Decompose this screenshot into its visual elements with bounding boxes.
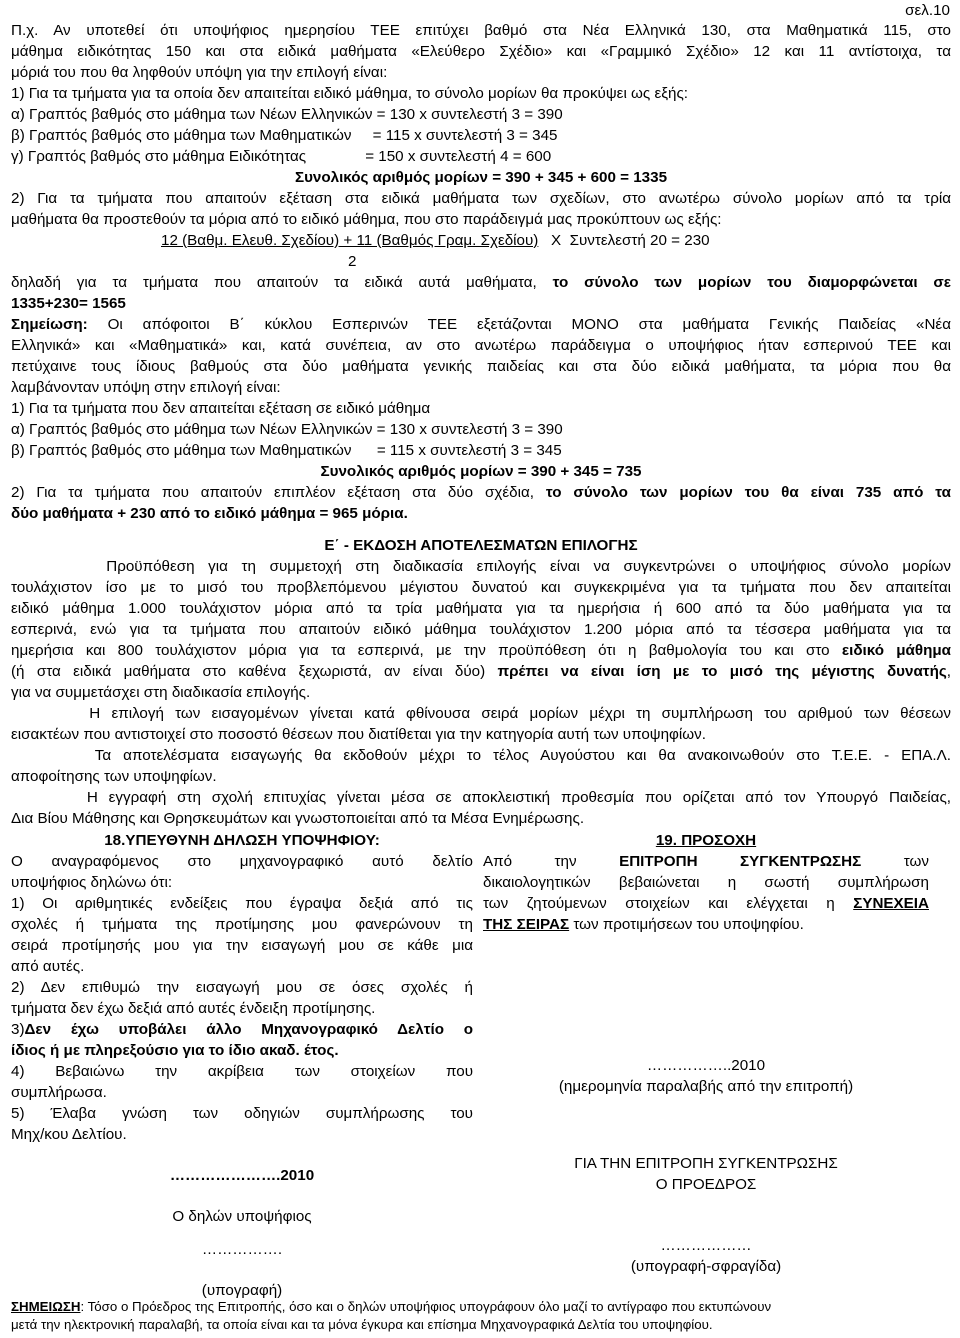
declaration-line: σειρά προτίμησής μου για την εισαγωγή μου σε κάθε μια [11,937,473,954]
text-line: Προϋπόθεση για τη συμμετοχή στη διαδικασία επιλογής είναι να συγκεντρώνει ο υποψήφιος σύνολο μορίων [11,558,951,575]
text-line: Δια Βίου Μάθησης και Θρησκευμάτων και γνωστοποιείται από τα Μέσα Ενημέρωσης. [11,810,585,827]
text-line: α) Γραπτός βαθμός στο μάθημα των Νέων Ελληνικών = 130 x συντελεστή 3 = 390 [11,106,563,123]
declaration-line: ίδιος ή με πληρεξούσιο για το ίδιο ακαδ. έτος. [11,1042,339,1059]
text-line: τουλάχιστον ίσο με το μισό του προβλεπόμενου μέγιστου δυνατού και συγκεκριμένα για τα τμήματα που δεν απαιτείται [11,579,951,596]
text-line: για να συμμετάσχει στη διαδικασία επιλογής. [11,684,311,701]
text-line: εσπερινά, ενώ για τα τμήματα που απαιτούν ειδικό μάθημα τουλάχιστον 1.200 μόρια από τα τέσσερα μαθήματα για τα [11,621,951,638]
note-line: β) Γραπτός βαθμός στο μάθημα των Μαθηματικών = 115 x συντελεστή 3 = 345 [11,442,562,459]
note-line: 1) Για τα τμήματα που δεν απαιτείται εξέταση σε ειδικό μάθημα [11,400,431,417]
note-line: λαμβάνονταν υπόψη στην επιλογή είναι: [11,379,281,396]
declaration-line: συμπλήρωσα. [11,1084,107,1101]
declaration-line: υποψήφιος δηλώνω ότι: [11,874,173,891]
formula-denominator: 2 [348,253,357,270]
declaration-line: 3)Δεν έχω υποβάλει άλλο Μηχανογραφικό Δελτίο ο [11,1021,473,1038]
signature-dots: ……………… [660,1237,752,1254]
declaration-line: τμήματα δεν έχω δεξιά από αυτές ένδειξη προτίμησης. [11,1000,376,1017]
section-title: Ε΄ - ΕΚΔΟΣΗ ΑΠΟΤΕΛΕΣΜΑΤΩΝ ΕΠΙΛΟΓΗΣ [324,537,638,554]
chair-label: Ο ΠΡΟΕΔΡΟΣ [655,1176,757,1193]
text-line: β) Γραπτός βαθμός στο μάθημα των Μαθηματικών = 115 x συντελεστή 3 = 345 [11,127,558,144]
text-line: δηλαδή για τα τμήματα που απαιτούν τα ειδικά αυτά μαθήματα, το σύνολο των μορίων του διαμορφώνεται σε [11,274,952,291]
text-line: 1) Για τα τμήματα για τα οποία δεν απαιτείται ειδικό μάθημα, το σύνολο μορίων θα προκύψει ως εξής: [11,85,688,102]
formula-rest: Χ Συντελεστή 20 = 230 [538,232,710,249]
total-line: Συνολικός αριθμός μορίων = 390 + 345 + 600 = 1335 [294,169,668,186]
declaration-line: από αυτές. [11,958,85,975]
declaration-line: 2) Δεν επιθυμώ την εισαγωγή μου σε όσες σχολές ή [11,979,473,996]
text-line: μόριά του που θα ληφθούν υπόψη για την επιλογή είναι: [11,64,388,81]
page-number: σελ.10 [905,2,950,19]
total-line: Συνολικός αριθμός μορίων = 390 + 345 = 735 [320,463,642,480]
text-line: Η εγγραφή στη σχολή επιτυχίας γίνεται μέσα σε αποκλειστική προθεσμία που ορίζεται από τον Υπουργό Παιδείας, [11,789,951,806]
text-line: ημερήσια και 800 τουλάχιστον μόρια για τα εσπερινά, με την προϋπόθεση ότι η βαθμολογία του και στο ειδικό μάθημα [11,642,951,659]
signature-stamp-label: (υπογραφή-σφραγίδα) [630,1258,782,1275]
text-line: γ) Γραπτός βαθμός στο μάθημα Ειδικότητας = 150 x συντελεστή 4 = 600 [11,148,552,165]
committee-label: ΓΙΑ ΤΗΝ ΕΠΙΤΡΟΠΗ ΣΥΓΚΕΝΤΡΩΣΗΣ [574,1155,838,1172]
declaration-date: ………………….2010 [169,1167,315,1184]
note-line: Ελληνικά» και «Μαθηματικά» και, κατά συνέπεια, αν στο ανωτέρω παράδειγμα ο υποψήφιος ήταν εσπερινού ΤΕΕ και [11,337,951,354]
text-line: δύο μαθήματα + 230 από το ειδικό μάθημα = 965 μόρια. [11,505,408,522]
declaration-line: 4) Βεβαιώνω την ακρίβεια των στοιχείων που [11,1063,473,1080]
declaration-section [11,830,473,1301]
text-line: (ή στα ειδικά μαθήματα στο καθένα ξεχωριστά, αν είναι δύο) πρέπει να είναι ίση με το μισό της μέγιστης δυνατής, [11,663,951,680]
attention-line: Από την ΕΠΙΤΡΟΠΗ ΣΥΓΚΕΝΤΡΩΣΗΣ των [483,853,929,870]
formula-numerator: 12 (Βαθμ. Ελευθ. Σχεδίου) + 11 (Βαθμός Γραμ. Σχεδίου) [161,232,539,249]
receipt-date: ……………..2010 [646,1057,766,1074]
declarant-label: Ο δηλών υποψήφιος [172,1208,312,1225]
note-line: α) Γραπτός βαθμός στο μάθημα των Νέων Ελληνικών = 130 x συντελεστή 3 = 390 [11,421,563,438]
text-line: μαθήματα θα προστεθούν τα μόρια από το ειδικό μάθημα, που στο παράδειγμά μας προκύπτουν ως εξής: [11,211,722,228]
note-line: Σημείωση: Οι απόφοιτοι Β΄ κύκλου Εσπερινών ΤΕΕ εξετάζονται ΜΟΝΟ στα μαθήματα Γενικής Παιδείας «Νέα [11,316,951,333]
text-line: εισακτέων που αντιστοιχεί στο ποσοστό θέσεων που διατίθεται για την κατηγορία αυτή των υποψηφίων. [11,726,706,743]
text-line: ειδικό μάθημα 1.000 τουλάχιστον μόρια από τα τρία μαθήματα για τα ημερήσια ή 600 από τα δύο μαθήματα για τα [11,600,951,617]
text-line: Π.χ. Αν υποτεθεί ότι υποψήφιος ημερησίου ΤΕΕ επιτύχει βαθμό στα Νέα Ελληνικά 130, στα Μαθηματικά 115, στο [11,22,951,39]
attention-title: 19. ΠΡΟΣΟΧΗ [655,832,757,849]
text-line: 2) Για τα τμήματα που απαιτούν επιπλέον εξέταση στα δύο σχέδια, το σύνολο των μορίων του θα είναι 735 από τα [11,484,951,501]
attention-section [483,830,929,1277]
declaration-title: 18.ΥΠΕΥΘΥΝΗ ΔΗΛΩΣΗ ΥΠΟΨΗΦΙΟΥ: [104,832,380,849]
text-line: 2) Για τα τμήματα που απαιτούν εξέταση στα ειδικά μαθήματα των σχεδίων, στο ανωτέρω σύνολο μορίων από τα τρία [11,190,951,207]
note-line: πετύχαινε τους ίδιους βαθμούς στα δύο μαθήματα γενικής παιδείας και στα δύο ειδικά μαθήματα, τα μόρια που θα [11,358,951,375]
text-line: αποφοίτησης των υποψηφίων. [11,768,217,785]
signature-dots: ……………. [201,1241,283,1258]
attention-line: δικαιολογητικών βεβαιώνεται η σωστή συμπλήρωση [483,874,929,891]
declaration-line: σχολές ή τμήματα της προτίμησης μου φανερώνουν τη [11,916,473,933]
text-line: μάθημα ειδικότητας 150 και στα ειδικά μαθήματα «Ελεύθερο Σχέδιο» και «Γραμμικό Σχέδιο» 12 και 11 αντίστοιχα, τα [11,43,951,60]
attention-line: ΤΗΣ ΣΕΙΡΑΣ των προτιμήσεων του υποψηφίου. [483,916,804,933]
declaration-line: 1) Οι αριθμητικές ενδείξεις που έγραψα δεξιά από τις [11,895,473,912]
total-line: 1335+230= 1565 [11,295,126,312]
text-line: Τα αποτελέσματα εισαγωγής θα εκδοθούν μέχρι το τέλος Αυγούστου και θα ανακοινωθούν στο Τ.Ε.Ε. - ΕΠΑ.Λ. [11,747,951,764]
declaration-line: Μηχ/κου Δελτίου. [11,1126,127,1143]
receipt-date-note: (ημερομηνία παραλαβής από την επιτροπή) [558,1078,854,1095]
attention-line: των ζητούμενων στοιχείων και ελέγχεται η ΣΥΝΕΧΕΙΑ [483,895,929,912]
footer-note: ΣΗΜΕΙΩΣΗ: Τόσο ο Πρόεδρος της Επιτροπής, όσο και ο δηλών υποψήφιος υπογράφουν όλο μαζί το αντίγραφο που εκτυπώνουν μετά την ηλεκτρονική παραλαβή, τα οποία είναι και τα μόνα έγκυρα και επίσημα Μηχανογραφικά Δελτία του υποψηφίου. [11,1299,772,1332]
declaration-line: Ο αναγραφόμενος στο μηχανογραφικό αυτό δελτίο [11,853,473,870]
formula-line [161,230,861,251]
signature-label: (υπογραφή) [201,1282,283,1299]
declaration-line: 5) Έλαβα γνώση των οδηγιών συμπλήρωσης του [11,1105,473,1122]
text-line: Η επιλογή των εισαγομένων γίνεται κατά φθίνουσα σειρά μορίων μέχρι τη συμπλήρωση του αριθμού των θέσεων [11,705,951,722]
